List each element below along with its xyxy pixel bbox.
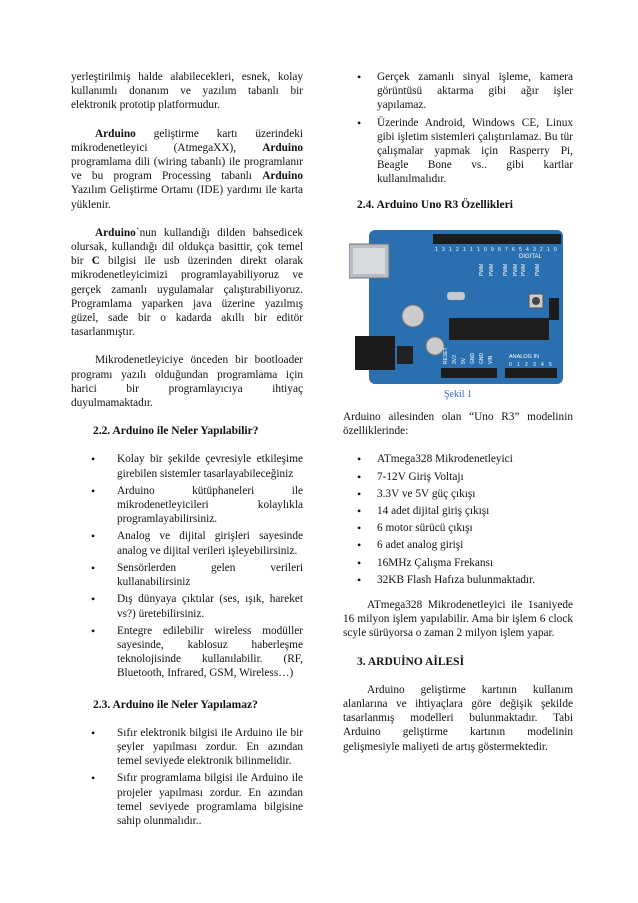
list-item: • Dış dünyaya çıktılar (ses, ışık, hareket vs?) üretebilirsiniz. <box>71 592 303 620</box>
digital-pin-number: 1 <box>547 246 550 253</box>
digital-pin-number: 3 <box>442 246 445 253</box>
limitations-list <box>71 726 303 828</box>
digital-pin-number: 1 <box>470 246 473 253</box>
analog-pin-number: 3 <box>533 361 536 368</box>
paragraph-language <box>71 226 303 340</box>
power-header <box>441 368 497 378</box>
analog-pin-number: 4 <box>541 361 544 368</box>
digital-pin-number: 4 <box>526 246 529 253</box>
section-heading-2-2: 2.2. Arduino ile Neler Yapılabilir? <box>93 425 259 438</box>
crystal <box>447 292 465 300</box>
digital-header <box>433 234 561 244</box>
power-pin-label: VIN <box>488 355 494 364</box>
feature-item: • 3.3V ve 5V güç çıkışı <box>343 487 573 501</box>
bold-arduino: Arduino <box>95 127 136 140</box>
digital-pin-number: 8 <box>498 246 501 253</box>
text-span: `nun kullandığı dilden bahsedicek olursak, kullandığı dil oldukça basittir, çok temel bir <box>71 226 303 268</box>
bold-arduino: Arduino <box>262 141 303 154</box>
digital-label: DIGITAL <box>519 253 542 260</box>
digital-pin-number: 9 <box>491 246 494 253</box>
text-span: programlama dili (wiring tabanlı) ile programlanır ve bu program Processing tabanlı <box>71 156 303 183</box>
analog-pin-number: 1 <box>517 361 520 368</box>
arduino-uno-figure <box>349 226 565 386</box>
usb-inner <box>353 248 385 274</box>
feature-item: • 32KB Flash Hafıza bulunmaktadır. <box>343 573 573 587</box>
digital-pin-number: 2 <box>456 246 459 253</box>
right-column <box>343 70 573 754</box>
paragraph-bootloader: Mikrodenetleyiciye önceden bir bootloader programı yazılı olduğundan programlama için harici bir programlayıcıya ihtiyaç duyulmamaktadır. <box>71 354 303 410</box>
pwm-label: PWM <box>521 263 527 276</box>
list-item: • Sıfır programlama bilgisi ile Arduino ile projeler yapılması zordur. En azından temel seviyede programlama bilgisine sahip olunmalıdır.. <box>71 771 303 828</box>
analog-pin-number: 2 <box>525 361 528 368</box>
digital-pin-number: 1 <box>449 246 452 253</box>
feature-item: • 6 motor sürücü çıkışı <box>343 521 573 535</box>
digital-pin-number: 5 <box>519 246 522 253</box>
bold-c: C <box>91 255 100 268</box>
atmega328-chip <box>449 318 549 340</box>
paragraph-uno-features: Arduino ailesinden olan “Uno R3” modelinin özelliklerinde: <box>343 411 573 438</box>
list-item: • Gerçek zamanlı sinyal işleme, kamera görüntüsü aktarma gibi ağır işler yapılamaz. <box>343 70 573 113</box>
analog-pin-number: 0 <box>509 361 512 368</box>
feature-item: • 6 adet analog girişi <box>343 538 573 552</box>
list-item: • Sensörlerden gelen verileri kullanabilirsiniz <box>71 561 303 589</box>
uno-features-list <box>343 452 573 587</box>
text-span: bilgisi ile usb üzerinden direkt olarak mikrodenetleyicimizi programlayabiliyoruz ve gerçek zamanlı uygulamalar çalıştırabiliyoruz. Programlama yaparken java üzerine yazılmış güzel, sade bir o kadarda akıllı bir editör tasarlanmıştır. <box>71 255 303 339</box>
power-jack <box>355 336 395 370</box>
power-pin-label: GND <box>479 352 485 364</box>
feature-item: • 14 adet dijital giriş çıkışı <box>343 504 573 518</box>
digital-pin-number: 7 <box>505 246 508 253</box>
text-span: geliştirme kartı üzerindeki mikrodenetleyici (AtmegaXX), <box>71 127 303 154</box>
icsp-header <box>549 298 559 320</box>
voltage-regulator <box>397 346 413 364</box>
power-pin-label: 5V <box>461 357 467 364</box>
list-item: • Kolay bir şekilde çevresiyle etkileşime girebilen sistemler tasarlayabileceğiniz <box>71 452 303 480</box>
capabilities-list <box>71 452 303 680</box>
section-heading-3: 3. ARDUİNO AİLESİ <box>357 655 465 668</box>
digital-pin-number: 0 <box>484 246 487 253</box>
figure-caption: Şekil 1 <box>443 388 473 400</box>
list-item: • Entegre edilebilir wireless modüller sayesinde, kablosuz haberleşme teknolojisinde kullanılabilir. (RF, Bluetooth, Infrared, GSM, Wireless…) <box>71 624 303 681</box>
digital-pin-number: 1 <box>463 246 466 253</box>
feature-item: • ATmega328 Mikrodenetleyici <box>343 452 573 466</box>
digital-pin-number: 1 <box>477 246 480 253</box>
analog-label: ANALOG IN <box>509 353 539 360</box>
pwm-label: PWM <box>535 263 541 276</box>
bold-arduino: Arduino <box>95 226 136 239</box>
text-span: Yazılım Geliştirme Ortamı (IDE) yardımı ile karta yüklenir. <box>71 184 303 211</box>
capacitor <box>402 305 424 327</box>
paragraph-intro-end: yerleştirilmiş halde alabilecekleri, esnek, kolay kullanımlı donanım ve yazılım tabanlı bir elektronik prototip platformudur. <box>71 71 303 112</box>
digital-pin-number: 3 <box>533 246 536 253</box>
list-item: • Sıfır elektronik bilgisi ile Arduino ile bir şeyler yapılması zordur. En azından temel seviyede elektronik bilinmelidir. <box>71 726 303 769</box>
capacitor <box>426 337 444 355</box>
analog-pin-number: 5 <box>549 361 552 368</box>
left-column <box>71 70 303 831</box>
pwm-label: PWM <box>503 263 509 276</box>
pwm-label: PWM <box>479 263 485 276</box>
power-pin-label: RESET <box>443 347 449 364</box>
analog-header <box>505 368 557 378</box>
feature-item: • 16MHz Çalışma Frekansı <box>343 556 573 570</box>
paragraph-arduino-ide <box>71 127 303 212</box>
list-item: • Analog ve dijital girişleri sayesinde analog ve dijital verileri işleyebilirsiniz. <box>71 529 303 557</box>
section-heading-2-4: 2.4. Arduino Uno R3 Özellikleri <box>357 198 513 211</box>
list-item: • Arduino kütüphaneleri ile mikrodenetleyicileri kolaylıkla programlayabilirsiniz. <box>71 484 303 527</box>
feature-item: • 7-12V Giriş Voltajı <box>343 470 573 484</box>
paragraph-atmega: ATmega328 Mikrodenetleyici ile 1saniyede 16 milyon işlem yapılabilir. Ama bir işlem 6 clock scyle sürüyorsa o zaman 2 milyon işlem yapar. <box>343 599 573 640</box>
digital-pin-number: 6 <box>512 246 515 253</box>
digital-pin-number: 0 <box>554 246 557 253</box>
paragraph-arduino-family: Arduino geliştirme kartının kullanım alanlarına ve ihtiyaçlara göre değişik şekilde tasarlanmış modelleri bulunmaktadır. Tabi Arduino geliştirme kartının modelinin gelişmesiyle maliyeti de artış göstermektedir. <box>343 683 573 753</box>
digital-pin-number: 2 <box>540 246 543 253</box>
power-pin-label: 3V3 <box>452 354 458 364</box>
digital-pin-number: 1 <box>435 246 438 253</box>
list-item: • Üzerinde Android, Windows CE, Linux gibi işletim sistemleri çalıştırılamaz. Bu tür çalışmalar yapmak için Rasperry Pi, Beagle Bone vs.. gibi kartlar kullanılmalıdır. <box>343 116 573 187</box>
pwm-label: PWM <box>489 263 495 276</box>
bold-arduino: Arduino <box>262 170 303 183</box>
reset-button-cap <box>532 297 540 305</box>
limitations-list-continued <box>343 70 573 187</box>
power-pin-label: GND <box>470 352 476 364</box>
section-heading-2-3: 2.3. Arduino ile Neler Yapılamaz? <box>93 698 258 711</box>
arduino-board-image <box>349 226 565 386</box>
pwm-label: PWM <box>513 263 519 276</box>
